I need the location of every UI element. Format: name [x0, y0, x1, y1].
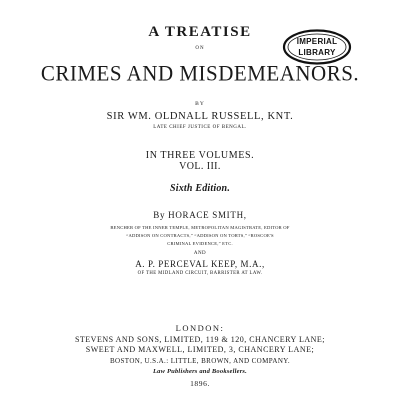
author-name: SIR WM. OLDNALL RUSSELL, KNT. [106, 111, 294, 122]
title-on: ON [195, 46, 205, 51]
editor-smith-desc: BENCHER OF THE INNER TEMPLE, METROPOLITAN MAGISTRATE, EDITOR OF [110, 225, 290, 230]
title-line-1: A TREATISE [148, 24, 252, 40]
publisher-line: BOSTON, U.S.A.: LITTLE, BROWN, AND COMPANY. [109, 357, 291, 365]
edition: Sixth Edition. [169, 183, 231, 194]
author-role: LATE CHIEF JUSTICE OF BENGAL. [153, 125, 247, 130]
editors-and: AND [193, 251, 207, 256]
publisher-line: SWEET AND MAXWELL, LIMITED, 3, CHANCERY LANE; [85, 345, 315, 354]
publication-year: 1896. [190, 379, 210, 388]
editor-smith-desc: “ADDISON ON CONTRACTS,” “ADDISON ON TORTS,” “ROSCOE'S [126, 233, 274, 238]
stamp-text: LIBRARY [298, 48, 336, 57]
volume-count: IN THREE VOLUMES. [145, 150, 255, 161]
editor-smith-name: By HORACE SMITH, [153, 210, 247, 220]
volume-number: VOL. III. [179, 161, 221, 172]
publisher-city: LONDON: [175, 323, 225, 333]
editor-smith-desc: CRIMINAL EVIDENCE,” ETC. [167, 241, 233, 246]
editor-keep-name: A. P. PERCEVAL KEEP, M.A., [135, 259, 265, 269]
editor-keep-role: OF THE MIDLAND CIRCUIT, BARRISTER AT LAW. [137, 271, 263, 276]
publisher-tagline: Law Publishers and Booksellers. [153, 368, 247, 375]
stamp-text: IMPERIAL [296, 37, 338, 46]
author-by: BY [195, 101, 205, 107]
stamp-oval-icon [282, 28, 352, 66]
library-stamp [282, 28, 352, 66]
publisher-line: STEVENS AND SONS, LIMITED, 119 & 120, CHANCERY LANE; [74, 335, 326, 344]
book-title: CRIMES AND MISDEMEANORS. [40, 60, 360, 86]
